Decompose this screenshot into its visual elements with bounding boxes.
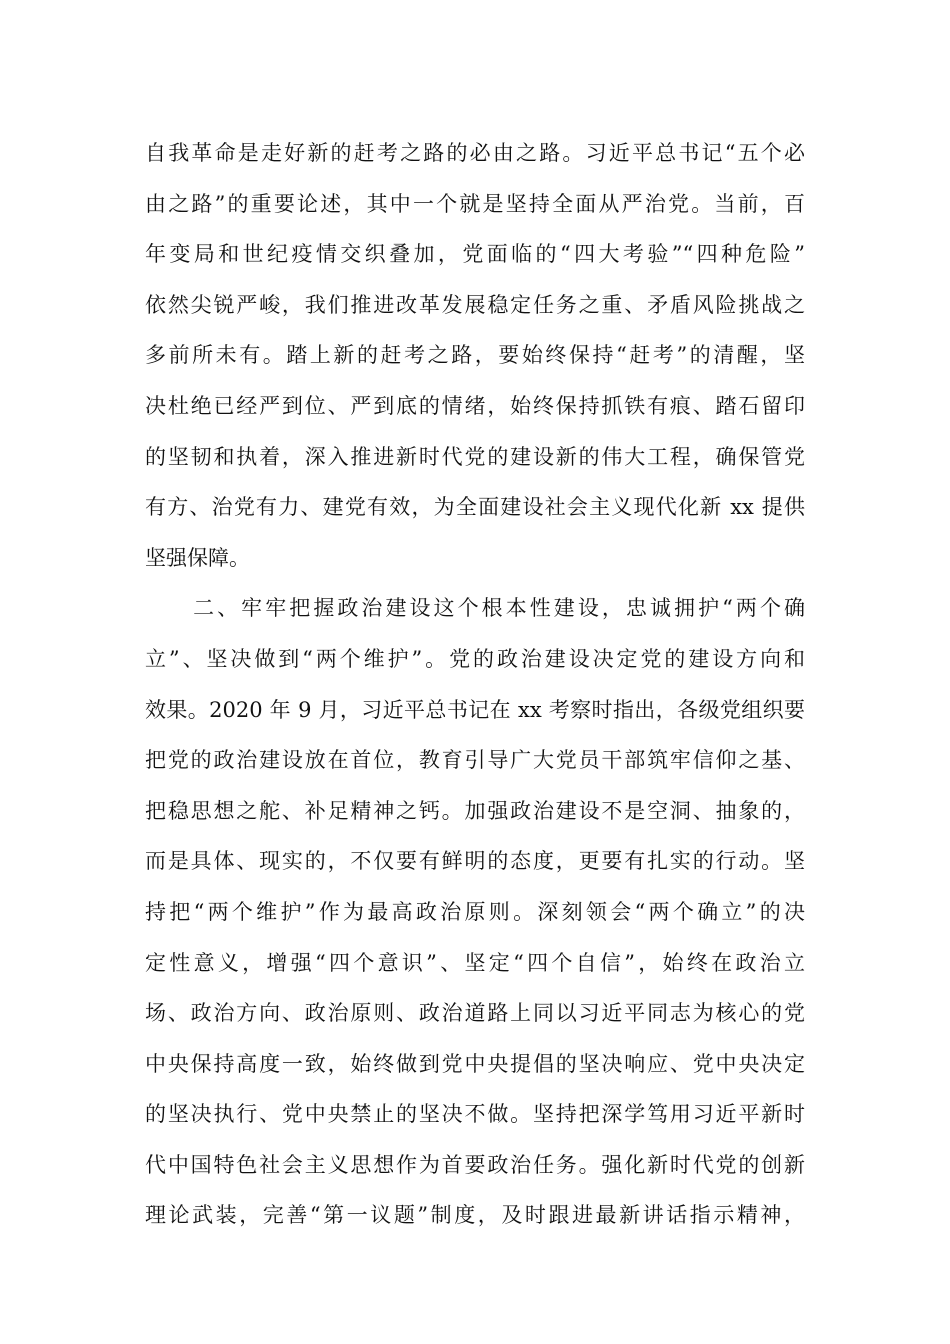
- text-line: 决杜绝已经严到位、严到底的情绪，始终保持抓铁有痕、踏石留印: [145, 393, 805, 418]
- text-line: 场、政治方向、政治原则、政治道路上同以习近平同志为核心的党: [145, 1001, 805, 1026]
- text-line: 持把“两个维护”作为最高政治原则。深刻领会“两个确立”的决: [145, 899, 805, 924]
- text-line: 理论武装，完善“第一议题”制度，及时跟进最新讲话指示精神，: [145, 1203, 805, 1228]
- text-line: 立”、坚决做到“两个维护”。党的政治建设决定党的建设方向和: [145, 646, 805, 671]
- text-line: 依然尖锐严峻，我们推进改革发展稳定任务之重、矛盾风险挑战之: [145, 292, 805, 317]
- text-line: 年变局和世纪疫情交织叠加，党面临的“四大考验”“四种危险”: [145, 242, 805, 267]
- text-line: 中央保持高度一致，始终做到党中央提倡的坚决响应、党中央决定: [145, 1051, 805, 1076]
- text-line: 把党的政治建设放在首位，教育引导广大党员干部筑牢信仰之基、: [145, 748, 805, 773]
- text-line: 代中国特色社会主义思想作为首要政治任务。强化新时代党的创新: [145, 1152, 805, 1177]
- text-line: 由之路”的重要论述，其中一个就是坚持全面从严治党。当前，百: [145, 191, 805, 216]
- text-line: 的坚决执行、党中央禁止的坚决不做。坚持把深学笃用习近平新时: [145, 1102, 805, 1127]
- text-line: 自我革命是走好新的赶考之路的必由之路。习近平总书记“五个必: [145, 141, 805, 165]
- text-line: 效果。2020 年 9 月，习近平总书记在 xx 考察时指出，各级党组织要: [145, 697, 805, 722]
- body-text: [145, 128, 805, 1241]
- text-line: 多前所未有。踏上新的赶考之路，要始终保持“赶考”的清醒，坚: [145, 343, 805, 368]
- section-heading-line: 二、牢牢把握政治建设这个根本性建设，忠诚拥护“两个确: [145, 596, 805, 621]
- text-line: 的坚韧和执着，深入推进新时代党的建设新的伟大工程，确保管党: [145, 444, 805, 469]
- text-line: 而是具体、现实的，不仅要有鲜明的态度，更要有扎实的行动。坚: [145, 849, 805, 874]
- text-line: 定性意义，增强“四个意识”、坚定“四个自信”，始终在政治立: [145, 950, 805, 975]
- text-line: 把稳思想之舵、补足精神之钙。加强政治建设不是空洞、抽象的，: [145, 798, 805, 823]
- text-line: 有方、治党有力、建党有效，为全面建设社会主义现代化新 xx 提供: [145, 495, 805, 520]
- text-line: 坚强保障。: [145, 545, 250, 570]
